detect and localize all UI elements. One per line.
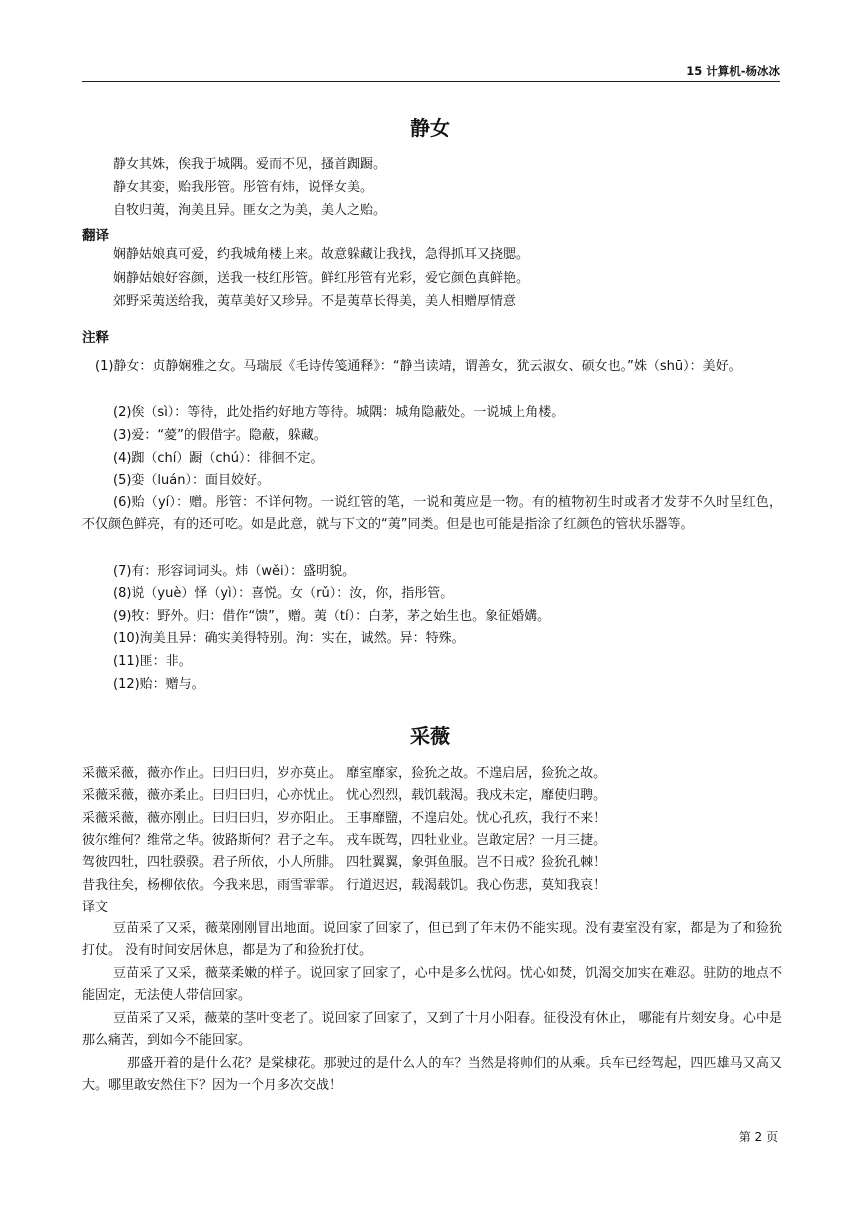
translation-paragraph: 豆苗采了又采，薇菜的茎叶变老了。说回家了回家了，又到了十月小阳春。征役没有休止， 哪能有片刻安身。心中是那么痛苦，到如今不能回家。: [82, 1011, 782, 1048]
poem-title-caiwei: 采薇: [410, 724, 450, 748]
poem-line: 采薇采薇，薇亦作止。曰归曰归，岁亦莫止。 靡室靡家，猃狁之故。不遑启居，猃狁之故。: [82, 766, 607, 781]
translation-line: 娴静姑娘好容颜，送我一枝红彤管。鲜红彤管有光彩，爱它颜色真鲜艳。: [113, 271, 530, 286]
note-line: (10)洵美且异：确实美得特别。洵：实在，诚然。异：特殊。: [113, 631, 465, 646]
poem-line: 静女其娈，贻我彤管。彤管有炜，说怿女美。: [113, 180, 374, 195]
note-line: (3)爱：“薆”的假借字。隐蔽，躲藏。: [113, 428, 327, 443]
poem-line: 彼尔维何？维常之华。彼路斯何？君子之车。 戎车既驾，四牡业业。岂敢定居？一月三捷。: [82, 833, 607, 848]
translation-heading: 译文: [82, 900, 109, 915]
poem-title-jingnv: 静女: [410, 116, 450, 140]
note-line: (11)匪：非。: [113, 654, 192, 669]
header-author: 15 计算机-杨冰冰: [686, 64, 780, 78]
note-paragraph: (6)贻（yí）：赠。彤管：不详何物。一说红管的笔，一说和荑应是一物。有的植物初生时或者才发芽不久时呈红色，不仅颜色鲜亮，有的还可吃。如是此意，就与下文的“荑”同类。但是也可能是指涂了红颜色的管状乐器等。: [82, 495, 782, 532]
poem-line: 采薇采薇，薇亦柔止。曰归曰归，心亦忧止。 忧心烈烈，载饥载渴。我戍未定，靡使归聘。: [82, 788, 607, 803]
poem-line: 驾彼四牡，四牡骙骙。君子所依，小人所腓。 四牡翼翼，象弭鱼服。岂不日戒？猃狁孔棘！: [82, 855, 607, 870]
page-number: 第 2 页: [738, 1130, 778, 1144]
translation-paragraph: 豆苗采了又采，薇菜刚刚冒出地面。说回家了回家了，但已到了年末仍不能实现。没有妻室没有家，都是为了和猃狁打仗。 没有时间安居休息，都是为了和猃狁打仗。: [82, 921, 782, 958]
translation-paragraph: 豆苗采了又采，薇菜柔嫩的样子。说回家了回家了，心中是多么忧闷。忧心如焚，饥渴交加实在难忍。驻防的地点不能固定，无法使人带信回家。: [82, 966, 782, 1003]
poem-line: 自牧归荑，洵美且异。匪女之为美，美人之贻。: [113, 203, 387, 218]
note-line: (5)娈（luán）：面目姣好。: [113, 473, 270, 488]
translation-heading: 翻译: [82, 228, 109, 244]
note-line: (2)俟（sì）：等待，此处指约好地方等待。城隅：城角隐蔽处。一说城上角楼。: [113, 405, 565, 420]
note-line: (9)牧：野外。归：借作“馈”，赠。荑（tí）：白茅，茅之始生也。象征婚媾。: [113, 609, 551, 624]
note-line: (4)踟（chí）蹰（chú）：徘徊不定。: [113, 451, 324, 466]
note-paragraph: (1)静女：贞静娴雅之女。马瑞辰《毛诗传笺通释》：“静当读靖，谓善女，犹云淑女、硕女也。”姝（shū）：美好。: [95, 359, 742, 374]
poem-line: 静女其姝，俟我于城隅。爱而不见，搔首踟蹰。: [113, 157, 387, 172]
poem-line: 采薇采薇，薇亦刚止。曰归曰归，岁亦阳止。 王事靡盬，不遑启处。忧心孔疚，我行不来！: [82, 811, 607, 826]
notes-heading: 注释: [82, 330, 109, 346]
translation-line: 郊野采荑送给我，荑草美好又珍异。不是荑草长得美，美人相赠厚情意: [113, 294, 517, 309]
translation-line: 娴静姑娘真可爱，约我城角楼上来。故意躲藏让我找，急得抓耳又挠腮。: [113, 247, 530, 262]
note-line: (12)贻：赠与。: [113, 677, 205, 692]
page-header: [82, 62, 780, 82]
note-line: (8)说（yuè）怿（yì）：喜悦。女（rǔ）：汝，你，指彤管。: [113, 586, 454, 601]
note-line: (7)有：形容词词头。炜（wěi）：盛明貌。: [113, 564, 356, 579]
poem-line: 昔我往矣，杨柳依依。今我来思，雨雪霏霏。 行道迟迟，载渴载饥。我心伤悲，莫知我哀！: [82, 878, 607, 893]
translation-paragraph: 那盛开着的是什么花？是棠棣花。那驶过的是什么人的车？当然是将帅们的从乘。兵车已经驾起，四匹雄马又高又大。哪里敢安然住下？因为一个月多次交战！: [82, 1056, 782, 1093]
